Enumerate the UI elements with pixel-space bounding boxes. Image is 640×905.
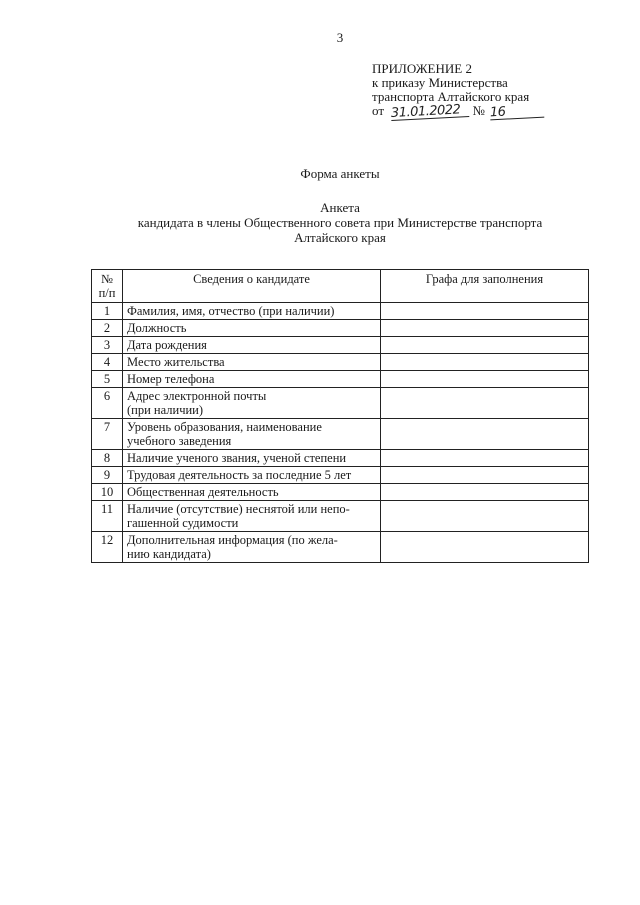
row-fill-cell[interactable] [381, 303, 589, 320]
appendix-order-line: к приказу Министерства [372, 75, 508, 90]
row-info [123, 320, 381, 337]
row-number: 6 [92, 388, 123, 419]
row-fill-cell[interactable] [381, 320, 589, 337]
header-info: Сведения о кандидате [123, 270, 381, 303]
row-info [123, 388, 381, 419]
questionnaire-table [91, 269, 589, 563]
row-fill-cell[interactable] [381, 337, 589, 354]
page-number: 3 [336, 30, 344, 45]
document-subtitle-line1: кандидата в члены Общественного совета при Министерстве транспорта [137, 215, 543, 230]
form-title: Форма анкеты [300, 166, 380, 181]
row-fill-cell[interactable] [381, 371, 589, 388]
row-number: 1 [92, 303, 123, 320]
appendix-ministry-line: транспорта Алтайского края [372, 89, 530, 104]
table-row [92, 484, 589, 501]
row-info [123, 354, 381, 371]
row-fill-cell[interactable] [381, 419, 589, 450]
appendix-title: ПРИЛОЖЕНИЕ 2 [372, 61, 472, 76]
row-number: 7 [92, 419, 123, 450]
table-row [92, 501, 589, 532]
row-info-line1: Дата рождения [127, 338, 207, 352]
row-info-line2: (при наличии) [127, 403, 204, 417]
row-info-line2: гашенной судимости [127, 516, 239, 530]
table-row [92, 371, 589, 388]
row-info-line1: Фамилия, имя, отчество (при наличии) [127, 304, 335, 318]
table-row [92, 303, 589, 320]
table-row [92, 354, 589, 371]
row-info-line1: Наличие ученого звания, ученой степени [127, 451, 347, 465]
row-info-line1: Наличие (отсутствие) неснятой или непо- [127, 502, 350, 516]
row-number: 10 [92, 484, 123, 501]
table-row [92, 320, 589, 337]
row-info-line1: Адрес электронной почты [127, 389, 267, 403]
row-info-line2: учебного заведения [127, 434, 232, 448]
row-number: 2 [92, 320, 123, 337]
row-fill-cell[interactable] [381, 388, 589, 419]
row-info [123, 450, 381, 467]
table-row [92, 532, 589, 563]
table-row [92, 419, 589, 450]
date-prefix: от [372, 103, 385, 118]
table-header-row [92, 270, 589, 303]
row-number: 5 [92, 371, 123, 388]
row-fill-cell[interactable] [381, 484, 589, 501]
table-row [92, 388, 589, 419]
row-info-line1: Трудовая деятельность за последние 5 лет [127, 468, 352, 482]
document-title-block [0, 200, 640, 245]
row-fill-cell[interactable] [381, 450, 589, 467]
document-title: Анкета [320, 200, 360, 215]
row-info-line1: Дополнительная информация (по жела- [127, 533, 338, 547]
row-info-line1: Уровень образования, наименование [127, 420, 322, 434]
table-row [92, 467, 589, 484]
row-info [123, 303, 381, 320]
row-number: 12 [92, 532, 123, 563]
table-row [92, 337, 589, 354]
row-info-line2: нию кандидата) [127, 547, 211, 561]
header-number-line2: п/п [98, 286, 116, 300]
row-info-line1: Номер телефона [127, 372, 215, 386]
row-number: 9 [92, 467, 123, 484]
number-prefix: № [472, 103, 485, 118]
header-fill: Графа для заполнения [381, 270, 589, 303]
handwritten-number: 16 [490, 105, 545, 121]
row-fill-cell[interactable] [381, 354, 589, 371]
row-info-line1: Место жительства [127, 355, 225, 369]
row-fill-cell[interactable] [381, 532, 589, 563]
row-fill-cell[interactable] [381, 467, 589, 484]
appendix-block [372, 61, 544, 122]
row-number: 11 [92, 501, 123, 532]
row-info [123, 337, 381, 354]
row-number: 4 [92, 354, 123, 371]
row-info [123, 484, 381, 501]
row-fill-cell[interactable] [381, 501, 589, 532]
row-info-line1: Общественная деятельность [127, 485, 279, 499]
table-row [92, 450, 589, 467]
row-number: 8 [92, 450, 123, 467]
row-info [123, 532, 381, 563]
row-info [123, 467, 381, 484]
row-info [123, 419, 381, 450]
appendix-date-line [372, 102, 544, 122]
header-number-line1: № [101, 272, 113, 286]
handwritten-date: 31.01.2022 [391, 104, 470, 121]
row-number: 3 [92, 337, 123, 354]
row-info [123, 371, 381, 388]
row-info-line1: Должность [127, 321, 187, 335]
row-info [123, 501, 381, 532]
header-number [92, 270, 123, 303]
document-subtitle-line2: Алтайского края [294, 230, 386, 245]
